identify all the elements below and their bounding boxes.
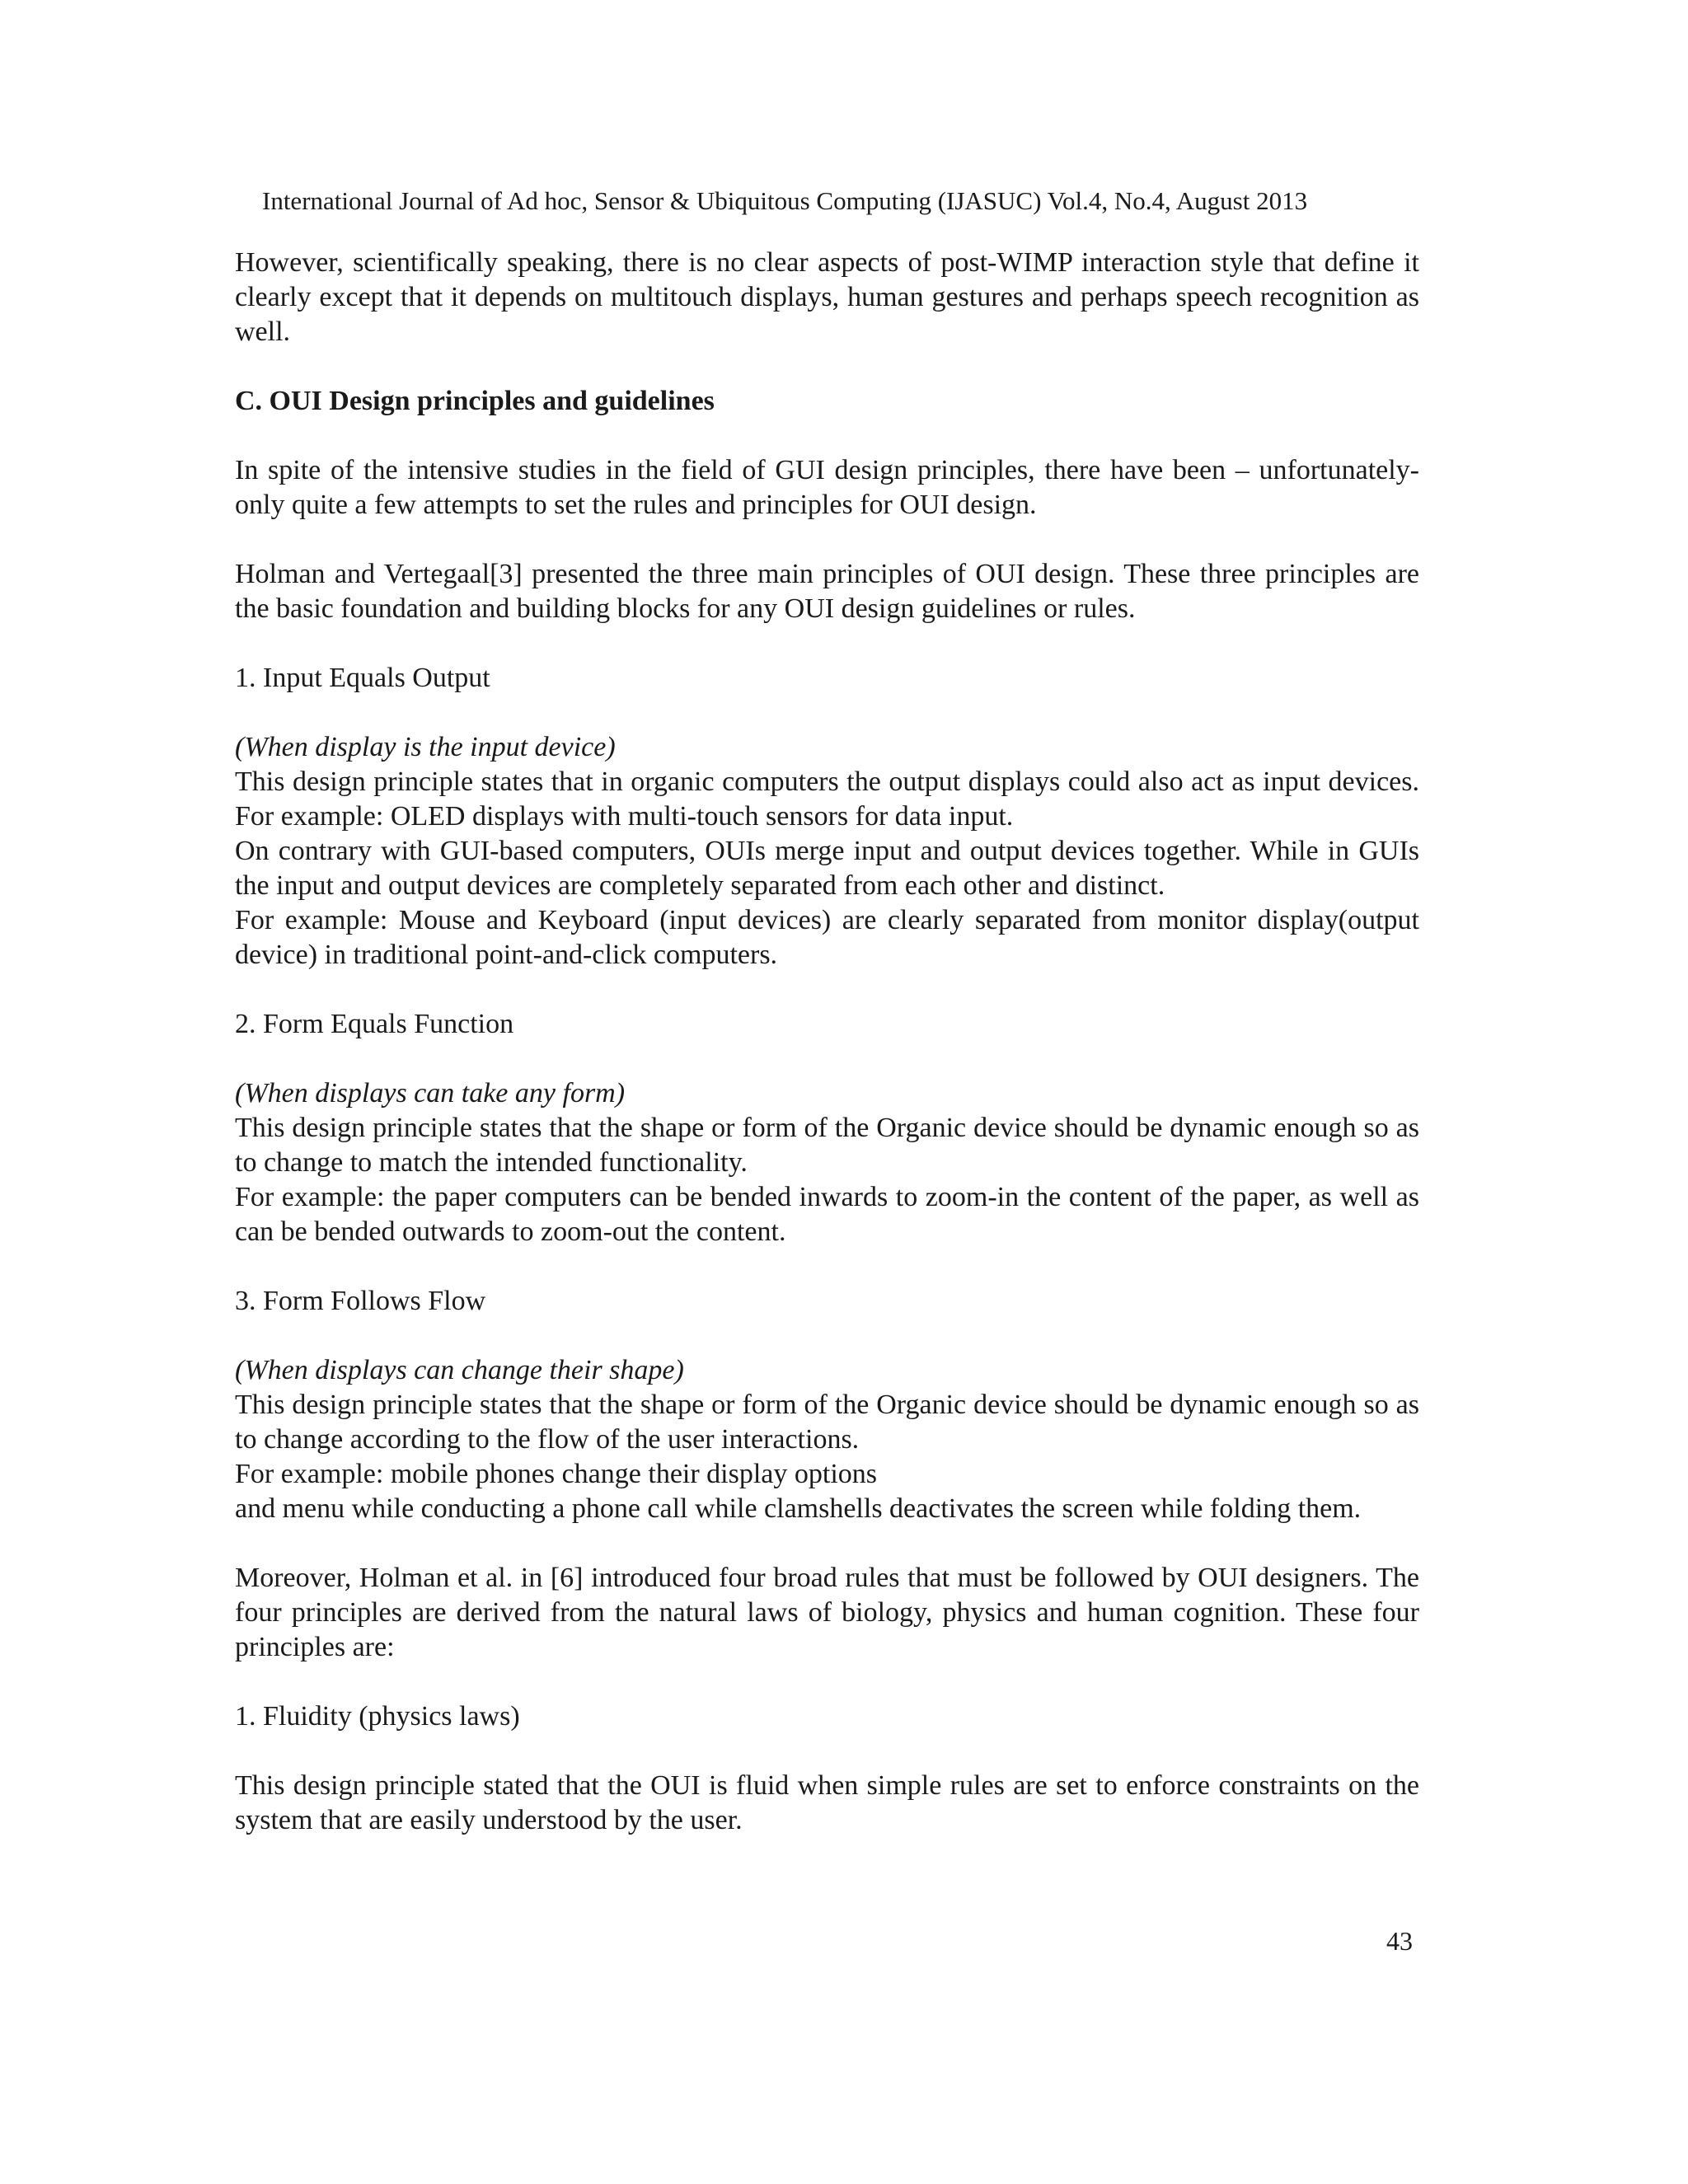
principle-3-title: 3. Form Follows Flow bbox=[235, 1286, 486, 1316]
principle-2-title: 2. Form Equals Function bbox=[235, 1009, 514, 1039]
paragraph-gui-studies: In spite of the intensive studies in the field of GUI design principles, there have been – unfortunately- only quite a few attempts to set the rules and principles for OUI design. bbox=[235, 455, 1419, 520]
principle-1-line: For example: Mouse and Keyboard (input devices) are clearly separated from monitor display(output device) in traditional point-and-click computers. bbox=[235, 905, 1419, 970]
principle-2-line: This design principle states that the shape or form of the Organic device should be dynamic enough so as to change to match the intended functionality. bbox=[235, 1113, 1419, 1178]
intro-paragraph: However, scientifically speaking, there is no clear aspects of post-WIMP interaction style that define it clearly except that it depends on multitouch displays, human gestures and perhaps speech recognition as well. bbox=[235, 247, 1419, 347]
principle-1-line: On contrary with GUI-based computers, OUIs merge input and output devices together. While in GUIs the input and output devices are completely separated from each other and distinct. bbox=[235, 836, 1419, 901]
paragraph-holman: Holman and Vertegaal[3] presented the three main principles of OUI design. These three principles are the basic foundation and building blocks for any OUI design guidelines or rules. bbox=[235, 559, 1419, 624]
principle-3-line: For example: mobile phones change their display options bbox=[235, 1459, 878, 1489]
principle-3-line: This design principle states that the shape or form of the Organic device should be dynamic enough so as to change according to the flow of the user interactions. bbox=[235, 1390, 1419, 1455]
rule-1-title: 1. Fluidity (physics laws) bbox=[235, 1701, 520, 1732]
principle-3-subtitle: (When displays can change their shape) bbox=[235, 1355, 684, 1385]
principle-2-subtitle: (When displays can take any form) bbox=[235, 1078, 626, 1108]
paragraph-four-rules: Moreover, Holman et al. in [6] introduced four broad rules that must be followed by OUI designers. The four principles are derived from the natural laws of biology, physics and human cognition. These four principles are: bbox=[235, 1563, 1419, 1662]
page-number: 43 bbox=[1386, 1926, 1413, 1956]
page-body bbox=[235, 246, 1419, 1838]
rule-1-text: This design principle stated that the OUI is fluid when simple rules are set to enforce constraints on the system that are easily understood by the user. bbox=[235, 1770, 1419, 1835]
principle-1-title: 1. Input Equals Output bbox=[235, 663, 490, 693]
principle-2-line: For example: the paper computers can be bended inwards to zoom-in the content of the paper, as well as can be bended outwards to zoom-out the content. bbox=[235, 1182, 1419, 1247]
principle-3-line: and menu while conducting a phone call while clamshells deactivates the screen while folding them. bbox=[235, 1493, 1362, 1524]
running-header: International Journal of Ad hoc, Sensor & Ubiquitous Computing (IJASUC) Vol.4, No.4, August 2013 bbox=[262, 186, 1308, 215]
principle-1-subtitle: (When display is the input device) bbox=[235, 732, 616, 762]
section-heading: C. OUI Design principles and guidelines bbox=[235, 386, 715, 416]
principle-1-line: This design principle states that in organic computers the output displays could also act as input devices. For example: OLED displays with multi-touch sensors for data input. bbox=[235, 766, 1419, 832]
